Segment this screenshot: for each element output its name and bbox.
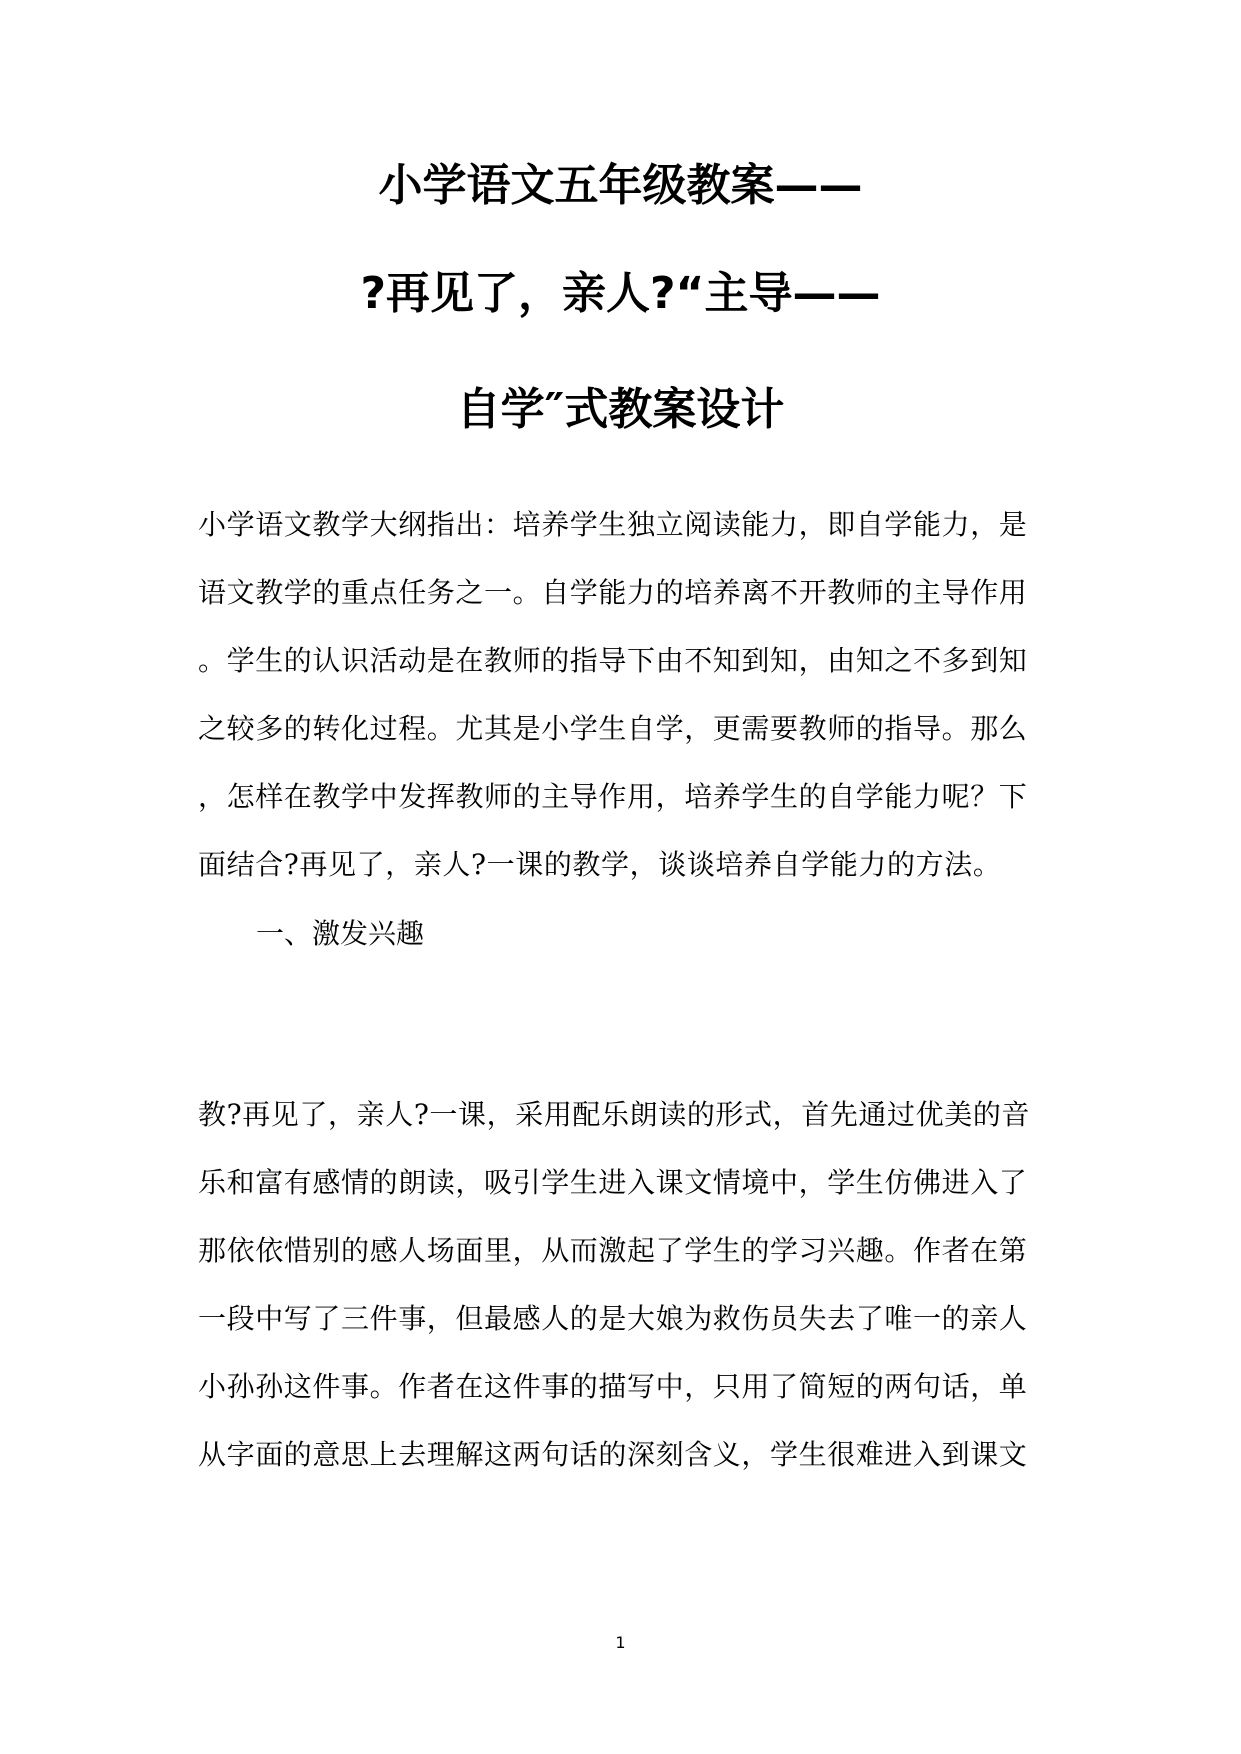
paragraph-1-line: 语文教学的重点任务之一。自学能力的培养离不开教师的主导作用 <box>198 576 1028 609</box>
paragraph-1-line: 小学语文教学大纲指出：培养学生独立阅读能力，即自学能力，是 <box>198 508 1028 541</box>
paragraph-2-line: 乐和富有感情的朗读，吸引学生进入课文情境中，学生仿佛进入了 <box>198 1166 1028 1199</box>
paragraph-2-line: 那依依惜别的感人场面里，从而激起了学生的学习兴趣。作者在第 <box>198 1234 1028 1267</box>
paragraph-1-line: 面结合?再见了，亲人?一课的教学，谈谈培养自学能力的方法。 <box>198 848 1002 881</box>
section-heading: 一、激发兴趣 <box>256 917 425 950</box>
paragraph-1-line: 。学生的认识活动是在教师的指导下由不知到知，由知之不多到知 <box>198 644 1028 677</box>
page-number: 1 <box>615 1633 626 1652</box>
title-line-1: 小学语文五年级教案—— <box>378 160 863 211</box>
paragraph-2-line: 一段中写了三件事，但最感人的是大娘为救伤员失去了唯一的亲人 <box>198 1302 1028 1335</box>
paragraph-2-line: 从字面的意思上去理解这两句话的深刻含义，学生很难进入到课文 <box>198 1438 1028 1471</box>
paragraph-1-line: 之较多的转化过程。尤其是小学生自学，更需要教师的指导。那么 <box>198 712 1028 745</box>
title-line-2: ?再见了，亲人?“主导—— <box>360 268 881 319</box>
paragraph-2-line: 小孙孙这件事。作者在这件事的描写中，只用了简短的两句话，单 <box>198 1370 1028 1403</box>
paragraph-2-line: 教?再见了，亲人?一课，采用配乐朗读的形式，首先通过优美的音 <box>198 1098 1031 1131</box>
title-line-3: 自学″式教案设计 <box>456 384 785 435</box>
paragraph-1-line: ，怎样在教学中发挥教师的主导作用，培养学生的自学能力呢？下 <box>198 780 1028 813</box>
